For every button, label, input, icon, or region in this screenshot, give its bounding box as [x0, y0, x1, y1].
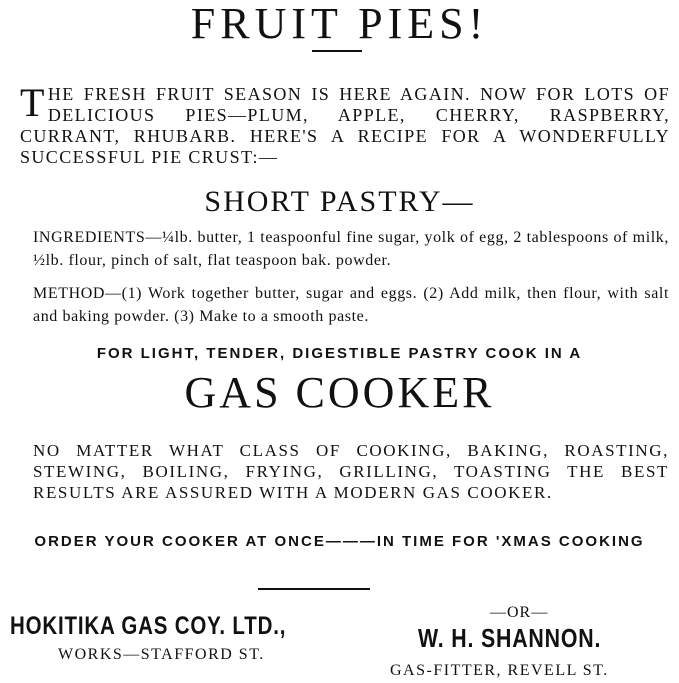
or-separator: —OR—	[490, 604, 549, 621]
promo-heading: GAS COOKER	[184, 368, 495, 417]
title-divider	[312, 50, 362, 52]
company-name: HOKITIKA GAS COY. LTD.,	[10, 612, 287, 640]
intro-text: HE FRESH FRUIT SEASON IS HERE AGAIN. NOW FOR LOTS OF DELICIOUS PIES—PLUM, APPLE, CHERRY, RASPBERRY, CURRANT, RHUBARB. HERE'S A RECIPE FOR A WONDERFULLY SUCCESSFUL PIE CRUST:—	[20, 84, 670, 167]
alternative-name: W. H. SHANNON.	[418, 623, 602, 653]
recipe-heading: SHORT PASTRY—	[204, 185, 475, 218]
recipe-method: METHOD—(1) Work together butter, sugar and eggs. (2) Add milk, then flour, with salt and baking powder. (3) Make to a smooth paste.	[33, 285, 669, 325]
alternative-trade: GAS-FITTER, REVELL ST.	[390, 662, 609, 679]
promo-line: FOR LIGHT, TENDER, DIGESTIBLE PASTRY COOK IN A	[96, 345, 583, 362]
intro-paragraph	[20, 80, 670, 168]
footer-divider	[258, 588, 370, 590]
company-works: WORKS—STAFFORD ST.	[58, 646, 265, 663]
intro-dropcap: T	[20, 80, 46, 125]
order-line: ORDER YOUR COOKER AT ONCE———IN TIME FOR 'XMAS COOKING	[34, 533, 645, 550]
recipe-ingredients: INGREDIENTS—¼lb. butter, 1 teaspoonful fine sugar, yolk of egg, 2 tablespoons of milk, ½lb. flour, pinch of salt, flat teaspoon bak. powder.	[33, 229, 669, 269]
promo-body: NO MATTER WHAT CLASS OF COOKING, BAKING, ROASTING, STEWING, BOILING, FRYING, GRILLING, TOASTING THE BEST RESULTS ARE ASSURED WITH A MODERN GAS COOKER.	[33, 441, 669, 502]
ad-title: FRUIT PIES!	[190, 0, 489, 48]
